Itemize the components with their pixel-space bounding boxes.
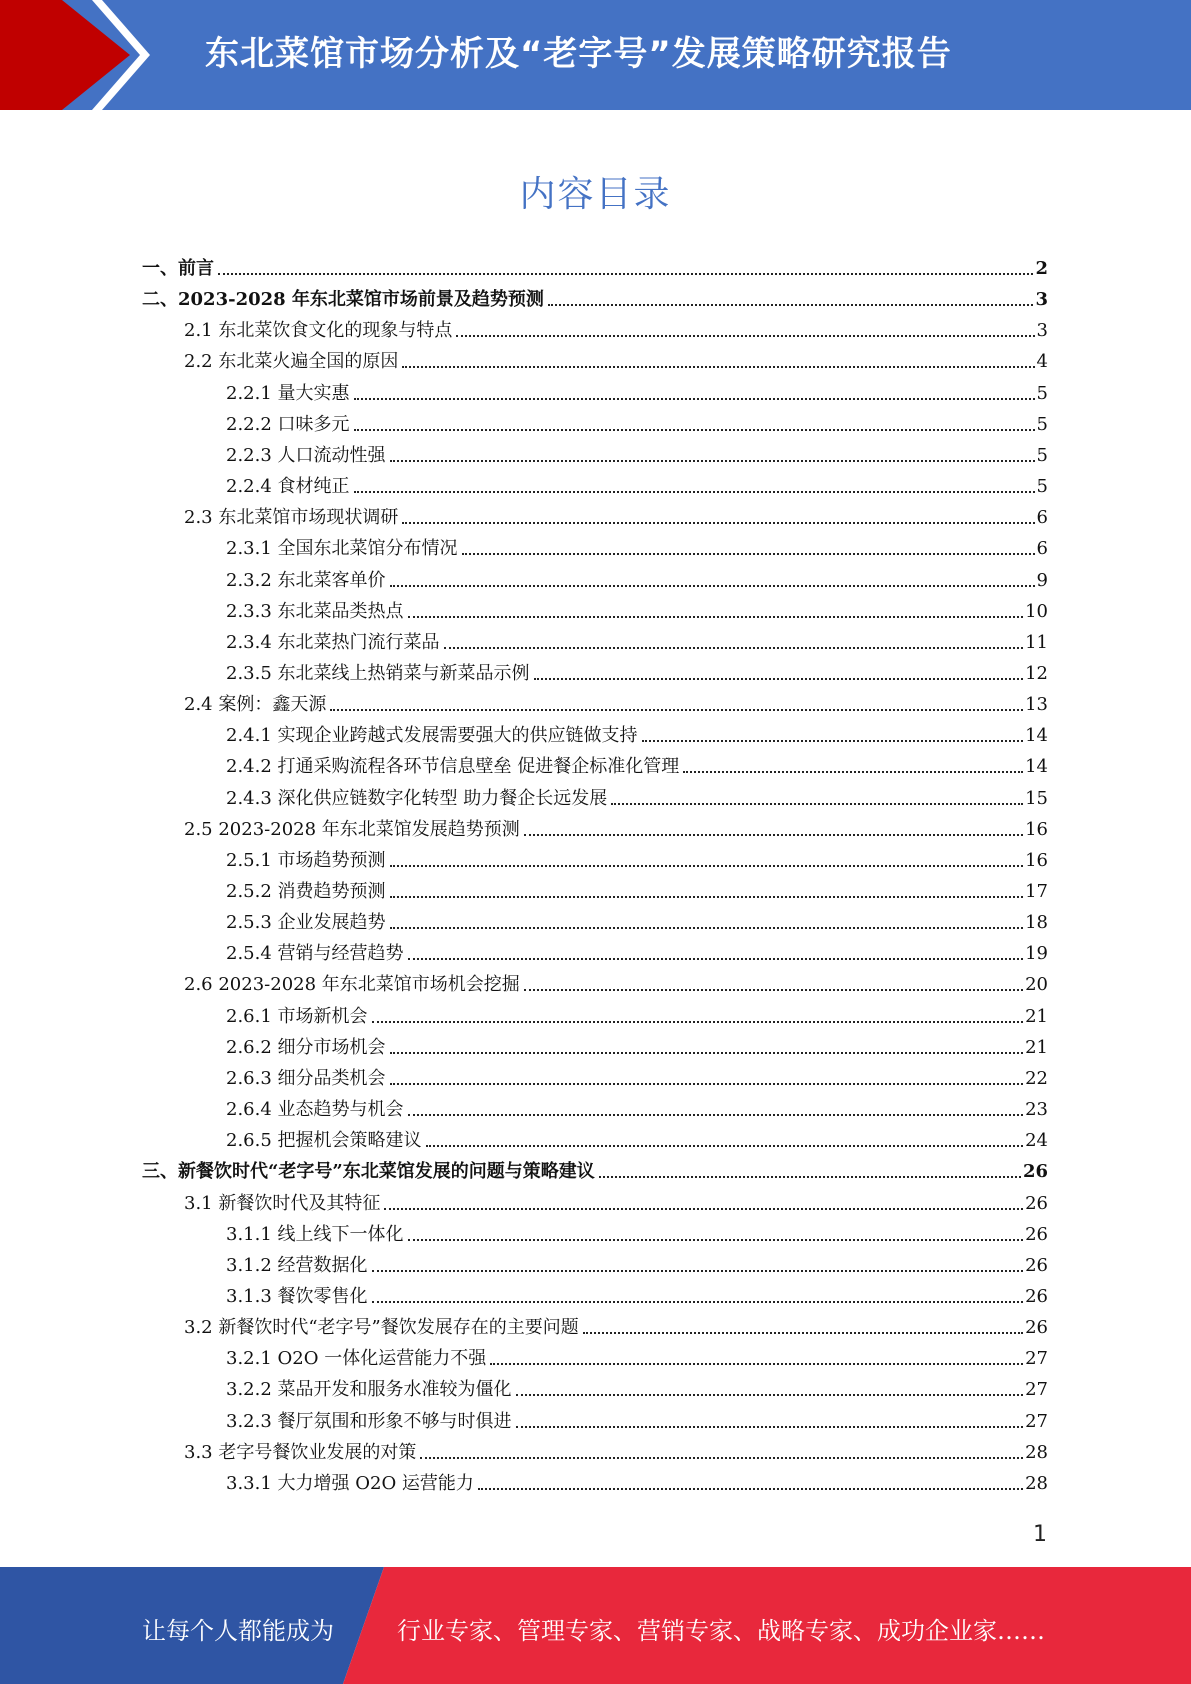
toc-dot-leader xyxy=(402,522,1034,524)
toc-dot-leader xyxy=(390,1083,1024,1085)
toc-entry-title: 三、新餐饮时代“老字号”东北菜馆发展的问题与策略建议 xyxy=(142,1161,595,1182)
toc-entry[interactable] xyxy=(184,815,1048,841)
toc-dot-leader xyxy=(642,740,1024,742)
toc-entry[interactable] xyxy=(226,1407,1048,1433)
toc-entry-page: 5 xyxy=(1036,476,1048,497)
toc-entry[interactable] xyxy=(226,534,1048,560)
toc-entry[interactable] xyxy=(226,1126,1048,1152)
toc-dot-leader xyxy=(408,1239,1024,1241)
toc-dot-leader xyxy=(218,273,1033,275)
toc-dot-leader xyxy=(490,1363,1023,1365)
toc-dot-leader xyxy=(390,865,1024,867)
toc-dot-leader xyxy=(548,304,1034,306)
toc-dot-leader xyxy=(390,460,1035,462)
toc-entry-page: 20 xyxy=(1025,974,1048,995)
toc-dot-leader xyxy=(354,491,1035,493)
toc-entry[interactable] xyxy=(226,752,1048,778)
toc-entry-page: 16 xyxy=(1025,819,1048,840)
toc-dot-leader xyxy=(384,1208,1023,1210)
toc-entry-page: 3 xyxy=(1036,320,1048,341)
toc-entry-page: 13 xyxy=(1025,694,1048,715)
toc-entry-page: 16 xyxy=(1025,850,1048,871)
toc-entry-page: 5 xyxy=(1036,414,1048,435)
page-number: 1 xyxy=(1033,1522,1047,1547)
toc-entry-title: 3.1.1 线上线下一体化 xyxy=(226,1224,404,1245)
toc-entry-page: 24 xyxy=(1025,1130,1048,1151)
toc-entry-page: 11 xyxy=(1025,632,1048,653)
toc-dot-leader xyxy=(354,398,1035,400)
toc-entry-page: 5 xyxy=(1036,383,1048,404)
toc-entry-page: 3 xyxy=(1035,289,1048,310)
report-title: 东北菜馆市场分析及“老字号”发展策略研究报告 xyxy=(205,34,952,74)
toc-entry[interactable] xyxy=(226,908,1048,934)
toc-entry[interactable] xyxy=(226,472,1048,498)
toc-entry-page: 26 xyxy=(1025,1286,1048,1307)
toc-entry-title: 2.3.5 东北菜线上热销菜与新菜品示例 xyxy=(226,663,530,684)
toc-entry-page: 5 xyxy=(1036,445,1048,466)
toc-entry[interactable] xyxy=(184,970,1048,996)
toc-dot-leader xyxy=(330,709,1023,711)
toc-entry-page: 19 xyxy=(1025,943,1048,964)
toc-dot-leader xyxy=(390,927,1024,929)
toc-entry[interactable] xyxy=(226,1251,1048,1277)
toc-entry-page: 2 xyxy=(1035,258,1048,279)
toc-entry-title: 2.6.2 细分市场机会 xyxy=(226,1037,386,1058)
toc-entry-title: 3.2.2 菜品开发和服务水准较为僵化 xyxy=(226,1379,512,1400)
toc-entry-page: 6 xyxy=(1036,507,1048,528)
toc-dot-leader xyxy=(583,1332,1023,1334)
toc-dot-leader xyxy=(683,771,1023,773)
toc-entry-page: 14 xyxy=(1025,725,1048,746)
toc-entry-title: 2.5.1 市场趋势预测 xyxy=(226,850,386,871)
toc-dot-leader xyxy=(390,585,1035,587)
toc-entry[interactable] xyxy=(226,566,1048,592)
toc-entry-page: 6 xyxy=(1036,538,1048,559)
toc-entry-page: 15 xyxy=(1025,788,1048,809)
toc-dot-leader xyxy=(408,1114,1024,1116)
toc-entry-page: 27 xyxy=(1025,1348,1048,1369)
toc-entry[interactable] xyxy=(184,503,1048,529)
toc-entry[interactable] xyxy=(226,659,1048,685)
toc-entry-page: 14 xyxy=(1025,756,1048,777)
toc-entry-title: 2.4 案例：鑫天源 xyxy=(184,694,327,715)
toc-entry-page: 26 xyxy=(1025,1193,1048,1214)
toc-entry-page: 27 xyxy=(1025,1379,1048,1400)
toc-dot-leader xyxy=(390,896,1024,898)
toc-dot-leader xyxy=(426,1145,1024,1147)
toc-dot-leader xyxy=(516,1394,1024,1396)
toc-entry[interactable] xyxy=(226,846,1048,872)
toc-heading: 内容目录 xyxy=(519,174,672,215)
toc-entry-title: 2.2.4 食材纯正 xyxy=(226,476,350,497)
page-header xyxy=(0,0,1191,110)
toc-entry-title: 2.2.2 口味多元 xyxy=(226,414,350,435)
toc-entry-title: 2.3.3 东北菜品类热点 xyxy=(226,601,404,622)
toc-entry[interactable] xyxy=(184,1189,1048,1215)
toc-entry[interactable] xyxy=(184,690,1048,716)
toc-entry-title: 2.4.3 深化供应链数字化转型 助力餐企长远发展 xyxy=(226,788,608,809)
toc-entry-title: 2.3.2 东北菜客单价 xyxy=(226,570,386,591)
toc-entry-page: 9 xyxy=(1036,570,1048,591)
toc-entry-page: 26 xyxy=(1025,1255,1048,1276)
toc-entry-page: 17 xyxy=(1025,881,1048,902)
toc-entry-page: 22 xyxy=(1025,1068,1048,1089)
toc-entry-title: 3.2.1 O2O 一体化运营能力不强 xyxy=(226,1348,487,1369)
toc-entry-title: 2.3.4 东北菜热门流行菜品 xyxy=(226,632,440,653)
toc-entry-title: 2.6 2023-2028 年东北菜馆市场机会挖掘 xyxy=(184,974,520,995)
toc-entry-title: 3.3 老字号餐饮业发展的对策 xyxy=(184,1442,417,1463)
toc-entry-title: 2.3.1 全国东北菜馆分布情况 xyxy=(226,538,458,559)
toc-entry[interactable] xyxy=(226,1220,1048,1246)
toc-entry-title: 2.5.4 营销与经营趋势 xyxy=(226,943,404,964)
toc-entry-title: 二、2023-2028 年东北菜馆市场前景及趋势预测 xyxy=(142,289,544,310)
toc-entry-page: 23 xyxy=(1025,1099,1048,1120)
footer-slogan-right: 行业专家、管理专家、营销专家、战略专家、成功企业家…… xyxy=(397,1617,1045,1645)
toc-dot-leader xyxy=(456,335,1034,337)
toc-entry[interactable] xyxy=(226,1282,1048,1308)
toc-entry-title: 2.4.2 打通采购流程各环节信息壁垒 促进餐企标准化管理 xyxy=(226,756,680,777)
toc-entry-title: 2.5.3 企业发展趋势 xyxy=(226,912,386,933)
toc-dot-leader xyxy=(408,958,1024,960)
toc-entry[interactable] xyxy=(226,721,1048,747)
toc-dot-leader xyxy=(524,834,1023,836)
toc-entry[interactable] xyxy=(226,1344,1048,1370)
toc-dot-leader xyxy=(390,1052,1024,1054)
toc-dot-leader xyxy=(420,1457,1023,1459)
toc-entry-page: 28 xyxy=(1025,1473,1048,1494)
toc-entry-page: 18 xyxy=(1025,912,1048,933)
toc-entry[interactable] xyxy=(226,1033,1048,1059)
footer-slogan-left: 让每个人都能成为 xyxy=(142,1617,334,1645)
toc-dot-leader xyxy=(516,1426,1024,1428)
toc-entry[interactable] xyxy=(226,1375,1048,1401)
toc-entry-page: 28 xyxy=(1025,1442,1048,1463)
toc-entry-title: 2.6.4 业态趋势与机会 xyxy=(226,1099,404,1120)
toc-entry-title: 3.1 新餐饮时代及其特征 xyxy=(184,1193,381,1214)
toc-dot-leader xyxy=(611,803,1023,805)
toc-dot-leader xyxy=(534,678,1024,680)
toc-entry[interactable] xyxy=(142,254,1048,280)
toc-entry-title: 2.2.3 人口流动性强 xyxy=(226,445,386,466)
toc-entry-title: 2.6.3 细分品类机会 xyxy=(226,1068,386,1089)
toc-entry-page: 26 xyxy=(1025,1317,1048,1338)
toc-entry-title: 3.1.2 经营数据化 xyxy=(226,1255,368,1276)
toc-entry-page: 26 xyxy=(1025,1224,1048,1245)
toc-dot-leader xyxy=(408,616,1024,618)
toc-entry-title: 2.1 东北菜饮食文化的现象与特点 xyxy=(184,320,453,341)
toc-entry-title: 2.2 东北菜火遍全国的原因 xyxy=(184,351,399,372)
toc-entry[interactable] xyxy=(142,1157,1048,1183)
toc-dot-leader xyxy=(402,366,1034,368)
toc-dot-leader xyxy=(524,989,1023,991)
toc-entry[interactable] xyxy=(226,379,1048,405)
toc-dot-leader xyxy=(478,1488,1023,1490)
toc-entry-title: 2.4.1 实现企业跨越式发展需要强大的供应链做支持 xyxy=(226,725,638,746)
toc-entry[interactable] xyxy=(226,939,1048,965)
toc-entry-title: 2.5 2023-2028 年东北菜馆发展趋势预测 xyxy=(184,819,520,840)
toc-entry-page: 21 xyxy=(1025,1037,1048,1058)
toc-entry[interactable] xyxy=(142,285,1048,311)
toc-entry-title: 2.6.5 把握机会策略建议 xyxy=(226,1130,422,1151)
toc-entry-page: 12 xyxy=(1025,663,1048,684)
toc-entry-title: 3.2 新餐饮时代“老字号”餐饮发展存在的主要问题 xyxy=(184,1317,579,1338)
toc-dot-leader xyxy=(599,1176,1021,1178)
toc-entry[interactable] xyxy=(226,628,1048,654)
toc-entry-title: 2.3 东北菜馆市场现状调研 xyxy=(184,507,399,528)
toc-entry[interactable] xyxy=(226,1002,1048,1028)
toc-dot-leader xyxy=(372,1021,1024,1023)
toc-dot-leader xyxy=(372,1270,1024,1272)
toc-entry[interactable] xyxy=(184,316,1048,342)
toc-entry-title: 3.3.1 大力增强 O2O 运营能力 xyxy=(226,1473,474,1494)
page-footer xyxy=(0,1567,1191,1684)
toc-dot-leader xyxy=(372,1301,1024,1303)
toc-entry-page: 10 xyxy=(1025,601,1048,622)
toc-entry[interactable] xyxy=(226,784,1048,810)
toc-entry[interactable] xyxy=(226,1064,1048,1090)
toc-entry-page: 4 xyxy=(1036,351,1048,372)
toc-entry-title: 一、前言 xyxy=(142,258,214,279)
toc-dot-leader xyxy=(444,647,1024,649)
toc-dot-leader xyxy=(354,429,1035,431)
toc-entry-page: 27 xyxy=(1025,1411,1048,1432)
toc-entry[interactable] xyxy=(226,410,1048,436)
toc-entry[interactable] xyxy=(184,1438,1048,1464)
toc-entry[interactable] xyxy=(226,441,1048,467)
toc-entry[interactable] xyxy=(226,597,1048,623)
toc-entry[interactable] xyxy=(226,1095,1048,1121)
toc-entry-page: 21 xyxy=(1025,1006,1048,1027)
toc-entry-title: 3.2.3 餐厅氛围和形象不够与时俱进 xyxy=(226,1411,512,1432)
toc-entry-title: 2.6.1 市场新机会 xyxy=(226,1006,368,1027)
toc-entry-title: 3.1.3 餐饮零售化 xyxy=(226,1286,368,1307)
toc-entry[interactable] xyxy=(226,1469,1048,1495)
toc-entry-page: 26 xyxy=(1022,1161,1048,1182)
toc-entry[interactable] xyxy=(184,347,1048,373)
toc-entry[interactable] xyxy=(184,1313,1048,1339)
toc-entry-title: 2.5.2 消费趋势预测 xyxy=(226,881,386,902)
toc-dot-leader xyxy=(462,553,1035,555)
toc-entry[interactable] xyxy=(226,877,1048,903)
toc-entry-title: 2.2.1 量大实惠 xyxy=(226,383,350,404)
